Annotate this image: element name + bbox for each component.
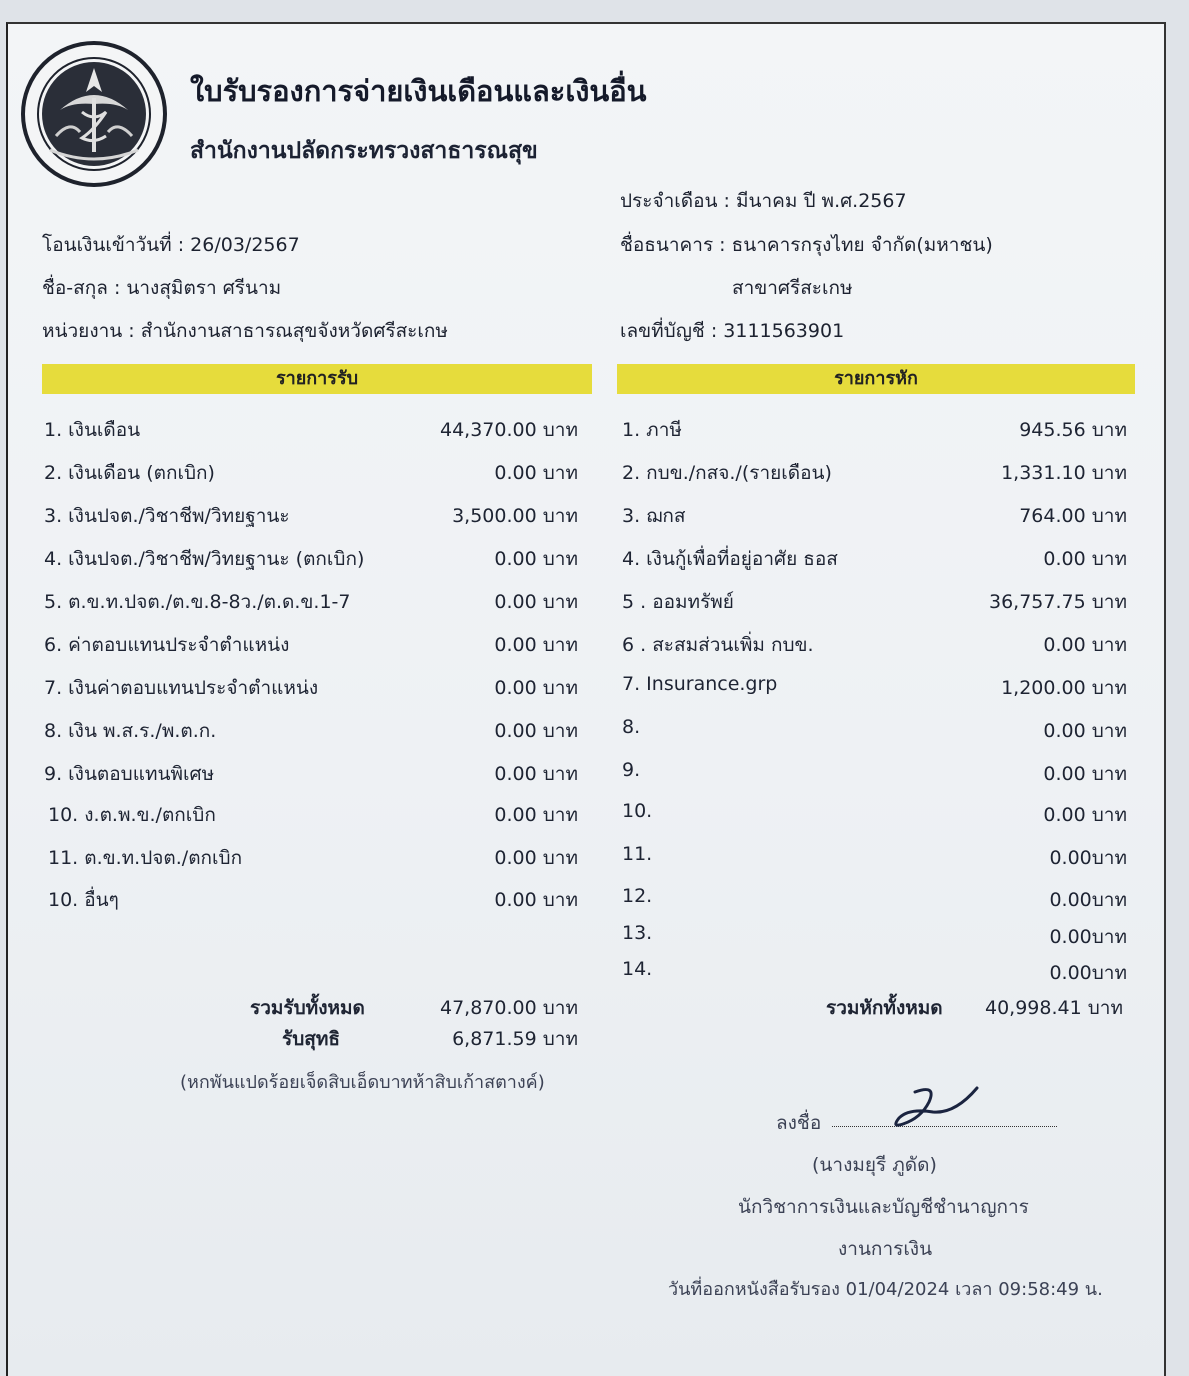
- income-item-label: 8. เงิน พ.ส.ร./พ.ต.ก.: [44, 720, 217, 742]
- bank-branch: สาขาศรีสะเกษ: [732, 277, 853, 299]
- deduction-item-amount: 36,757.75 บาท: [989, 591, 1127, 613]
- bank-name: ชื่อธนาคาร : ธนาคารกรุงไทย จำกัด(มหาชน): [620, 234, 993, 256]
- deduction-item-label: 7. Insurance.grp: [622, 673, 778, 695]
- income-item-amount: 0.00 บาท: [494, 634, 578, 656]
- deduction-item-amount: 945.56 บาท: [1019, 419, 1127, 441]
- sign-label: ลงชื่อ: [776, 1112, 822, 1134]
- income-total-label: รวมรับทั้งหมด: [250, 997, 365, 1019]
- deduction-item-label: 9.: [622, 759, 641, 781]
- deduction-item-amount: 1,200.00 บาท: [1001, 677, 1127, 699]
- document-title: ใบรับรองการจ่ายเงินเดือนและเงินอื่น: [190, 74, 647, 108]
- agency-unit: หน่วยงาน : สำนักงานสาธารณสุขจังหวัดศรีสะเกษ: [42, 320, 448, 342]
- income-item-label: 3. เงินปจต./วิชาชีพ/วิทยฐานะ: [44, 505, 290, 527]
- transfer-date: โอนเงินเข้าวันที่ : 26/03/2567: [42, 234, 300, 256]
- income-item-label: 2. เงินเดือน (ตกเบิก): [44, 462, 215, 484]
- deduction-item-label: 1. ภาษี: [622, 419, 682, 441]
- deduction-item-label: 14.: [622, 958, 653, 980]
- income-item-amount: 3,500.00 บาท: [452, 505, 578, 527]
- income-item-amount: 44,370.00 บาท: [440, 419, 578, 441]
- deduction-total-label: รวมหักทั้งหมด: [826, 997, 943, 1019]
- deduction-item-amount: 0.00บาท: [1049, 889, 1127, 911]
- deduction-item-label: 11.: [622, 843, 653, 865]
- document-subtitle: สำนักงานปลัดกระทรวงสาธารณสุข: [190, 138, 538, 164]
- income-item-label: 6. ค่าตอบแทนประจำตำแหน่ง: [44, 634, 290, 656]
- income-item-label: 1. เงินเดือน: [44, 419, 141, 441]
- deduction-item-amount: 1,331.10 บาท: [1001, 462, 1127, 484]
- deduction-item-label: 5 . ออมทรัพย์: [622, 591, 734, 613]
- income-item-amount: 0.00 บาท: [494, 889, 578, 911]
- deduction-item-amount: 0.00บาท: [1049, 962, 1127, 984]
- deduction-total: 40,998.41 บาท: [985, 997, 1123, 1019]
- net-pay-words: (หกพันแปดร้อยเจ็ดสิบเอ็ดบาทห้าสิบเก้าสตางค์): [180, 1072, 545, 1093]
- handwritten-signature-icon: [885, 1082, 985, 1132]
- income-item-label: 5. ต.ข.ท.ปจต./ต.ข.8-8ว./ต.ด.ข.1-7: [44, 591, 351, 613]
- deduction-header: รายการหัก: [617, 364, 1135, 394]
- income-item-label: 10. อื่นๆ: [48, 889, 119, 911]
- deduction-item-label: 4. เงินกู้เพื่อที่อยู่อาศัย ธอส: [622, 548, 838, 570]
- income-item-amount: 0.00 บาท: [494, 462, 578, 484]
- issued-timestamp: วันที่ออกหนังสือรับรอง 01/04/2024 เวลา 09:58:49 น.: [668, 1279, 1103, 1300]
- deduction-item-amount: 0.00บาท: [1049, 847, 1127, 869]
- income-total: 47,870.00 บาท: [440, 997, 578, 1019]
- pay-month: ประจำเดือน : มีนาคม ปี พ.ศ.2567: [620, 190, 907, 212]
- deduction-item-label: 8.: [622, 716, 641, 738]
- income-item-amount: 0.00 บาท: [494, 804, 578, 826]
- income-item-label: 10. ง.ต.พ.ข./ตกเบิก: [48, 804, 216, 826]
- income-header: รายการรับ: [42, 364, 592, 394]
- deduction-item-amount: 0.00 บาท: [1043, 634, 1127, 656]
- deduction-item-label: 3. ฌกส: [622, 505, 686, 527]
- deduction-item-label: 10.: [622, 800, 653, 822]
- income-item-label: 4. เงินปจต./วิชาชีพ/วิทยฐานะ (ตกเบิก): [44, 548, 365, 570]
- deduction-item-label: 13.: [622, 922, 653, 944]
- net-pay: 6,871.59 บาท: [452, 1028, 578, 1050]
- net-pay-label: รับสุทธิ: [282, 1028, 340, 1050]
- deduction-item-label: 6 . สะสมส่วนเพิ่ม กบข.: [622, 634, 814, 656]
- deduction-item-amount: 764.00 บาท: [1019, 505, 1127, 527]
- income-item-label: 7. เงินค่าตอบแทนประจำตำแหน่ง: [44, 677, 319, 699]
- income-item-amount: 0.00 บาท: [494, 763, 578, 785]
- income-item-amount: 0.00 บาท: [494, 720, 578, 742]
- income-item-amount: 0.00 บาท: [494, 677, 578, 699]
- deduction-item-amount: 0.00 บาท: [1043, 804, 1127, 826]
- deduction-item-label: 2. กบข./กสจ./(รายเดือน): [622, 462, 832, 484]
- deduction-item-amount: 0.00บาท: [1049, 926, 1127, 948]
- deduction-item-amount: 0.00 บาท: [1043, 763, 1127, 785]
- income-item-amount: 0.00 บาท: [494, 548, 578, 570]
- income-item-label: 11. ต.ข.ท.ปจต./ตกเบิก: [48, 847, 243, 869]
- income-item-amount: 0.00 บาท: [494, 847, 578, 869]
- ministry-seal-icon: [20, 40, 168, 188]
- deduction-item-amount: 0.00 บาท: [1043, 720, 1127, 742]
- income-item-amount: 0.00 บาท: [494, 591, 578, 613]
- deduction-item-amount: 0.00 บาท: [1043, 548, 1127, 570]
- employee-name: ชื่อ-สกุล : นางสุมิตรา ศรีนาม: [42, 277, 282, 299]
- signer-position: นักวิชาการเงินและบัญชีชำนาญการ: [738, 1196, 1029, 1218]
- signer-department: งานการเงิน: [838, 1238, 933, 1260]
- account-number: เลขที่บัญชี : 3111563901: [620, 320, 845, 342]
- signer-name: (นางมยุรี ภูดัด): [812, 1154, 937, 1176]
- deduction-item-label: 12.: [622, 885, 653, 907]
- income-item-label: 9. เงินตอบแทนพิเศษ: [44, 763, 215, 785]
